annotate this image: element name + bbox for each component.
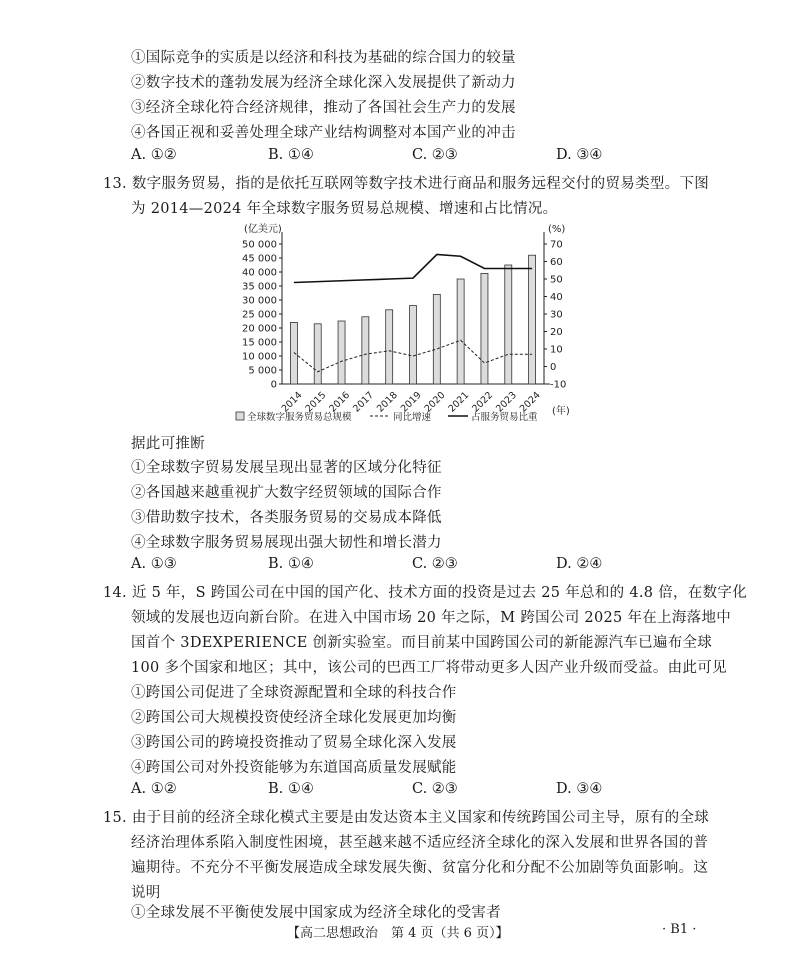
x-tick-label: 2018 (374, 389, 400, 415)
right-tick-label: 0 (550, 362, 557, 373)
q12-option-a[interactable]: A. ①② (131, 147, 177, 163)
bar-2015 (314, 324, 321, 384)
legend-bar-label: 全球数字服务贸易总规模 (247, 412, 352, 423)
x-tick-label: 2017 (351, 389, 377, 415)
q13-item-4: ④全球数字服务贸易展现出强大韧性和增长潜力 (131, 535, 442, 551)
q13-chart (222, 218, 592, 430)
left-tick-label: 5 000 (248, 365, 277, 377)
left-tick-label: 10 000 (242, 351, 277, 363)
q13-lead: 据此可推断 (131, 436, 205, 452)
left-tick-label: 15 000 (242, 337, 277, 349)
left-tick-label: 45 000 (242, 253, 277, 265)
right-tick-label: 30 (550, 309, 563, 321)
q14-option-b[interactable]: B. ①④ (268, 781, 314, 797)
q13-item-3: ③借助数字技术，各类服务贸易的交易成本降低 (131, 510, 442, 526)
q13-stem-line-2: 为 2014—2024 年全球数字服务贸易总规模、增速和占比情况。 (131, 201, 558, 217)
q13-option-a[interactable]: A. ①③ (131, 556, 177, 572)
left-tick-label: 25 000 (242, 309, 277, 321)
right-tick-label: 40 (550, 292, 563, 303)
bar-2024 (529, 255, 536, 384)
q12-item-4: ④各国正视和妥善处理全球产业结构调整对本国产业的冲击 (131, 125, 516, 141)
q12-option-c[interactable]: C. ②③ (412, 147, 458, 163)
q12-item-2: ②数字技术的蓬勃发展为经济全球化深入发展提供了新动力 (131, 75, 516, 91)
bar-2022 (481, 273, 488, 384)
left-tick-label: 40 000 (242, 267, 277, 279)
q15-stem-line-4: 说明 (131, 885, 161, 901)
x-axis-unit: (年) (552, 406, 570, 417)
x-tick-label: 2023 (494, 389, 519, 415)
x-tick-label: 2016 (327, 389, 353, 415)
x-tick-label: 2014 (279, 389, 305, 415)
right-tick-label: 70 (550, 239, 563, 251)
q14-stem-line-1: 14. 近 5 年，S 跨国公司在中国的国产化、技术方面的投资是过去 25 年总和的 4.8 倍，在数字化 (103, 585, 747, 601)
left-tick-label: 50 000 (242, 239, 277, 251)
q14-item-3: ③跨国公司的跨境投资推动了贸易全球化深入发展 (131, 735, 457, 751)
q14-option-d[interactable]: D. ③④ (556, 781, 603, 797)
bar-2019 (410, 306, 417, 384)
bar-2014 (290, 322, 297, 384)
q14-stem-line-2: 领域的发展也迈向新台阶。在进入中国市场 20 年之际，M 跨国公司 2025 年在上海落地中 (131, 610, 732, 626)
q14-stem-line-3: 国首个 3DEXPERIENCE 创新实验室。而目前某中国跨国公司的新能源汽车已遍布全球 (131, 635, 713, 651)
legend-growth-label: 同比增速 (393, 412, 432, 423)
right-tick-label: 50 (550, 274, 563, 286)
q15-stem-line-2: 经济治理体系陷入制度性困境，甚至越来越不适应经济全球化的深入发展和世界各国的普 (131, 835, 709, 851)
q12-option-b[interactable]: B. ①④ (268, 147, 314, 163)
q15-stem-line-3: 遍期待。不充分不平衡发展造成全球发展失衡、贫富分化和分配不公加剧等负面影响。这 (131, 860, 709, 876)
right-axis-unit: (%) (548, 224, 566, 235)
q15-stem-line-1: 15. 由于目前的经济全球化模式主要是由发达资本主义国家和传统跨国公司主导，原有的全球 (103, 810, 710, 826)
q12-option-d[interactable]: D. ③④ (556, 147, 603, 163)
q14-item-4: ④跨国公司对外投资能够为东道国高质量发展赋能 (131, 760, 457, 776)
bar-2016 (338, 321, 345, 384)
q14-stem-line-4: 100 多个国家和地区；其中，该公司的巴西工厂将带动更多人因产业升级而受益。由此可见 (131, 660, 727, 676)
right-tick-label: 60 (550, 257, 563, 268)
bar-2020 (433, 294, 440, 384)
left-axis-unit: (亿美元) (244, 224, 282, 235)
left-tick-label: 30 000 (242, 295, 277, 307)
bar-2021 (457, 279, 464, 384)
share-line (294, 255, 532, 283)
q14-option-a[interactable]: A. ①② (131, 781, 177, 797)
page-code: · B1 · (662, 922, 697, 937)
q14-option-c[interactable]: C. ②③ (412, 781, 458, 797)
left-tick-label: 20 000 (242, 323, 277, 335)
x-tick-label: 2022 (470, 389, 496, 415)
x-tick-label: 2019 (398, 389, 424, 415)
page-footer: 【高二思想政治 第 4 页（共 6 页）】 (287, 926, 509, 941)
q13-item-2: ②各国越来越重视扩大数字经贸领域的国际合作 (131, 485, 442, 501)
left-tick-label: 0 (270, 379, 277, 391)
bar-2017 (362, 317, 369, 384)
q12-item-3: ③经济全球化符合经济规律，推动了各国社会生产力的发展 (131, 100, 516, 116)
right-tick-label: 20 (550, 327, 563, 338)
x-tick-label: 2021 (446, 389, 472, 415)
bar-2023 (505, 265, 512, 384)
left-tick-label: 35 000 (242, 281, 277, 293)
right-tick-label: -10 (550, 379, 567, 391)
q13-option-d[interactable]: D. ②④ (556, 556, 603, 572)
q13-item-1: ①全球数字贸易发展呈现出显著的区域分化特征 (131, 460, 442, 476)
bar-2018 (386, 310, 393, 384)
q13-option-b[interactable]: B. ①④ (268, 556, 314, 572)
legend-share-label: 占服务贸易比重 (471, 412, 538, 423)
q12-item-1: ①国际竞争的实质是以经济和科技为基础的综合国力的较量 (131, 50, 516, 66)
q13-option-c[interactable]: C. ②③ (412, 556, 458, 572)
x-tick-label: 2015 (303, 389, 329, 415)
right-tick-label: 10 (550, 344, 563, 356)
legend-bar-swatch (236, 412, 244, 420)
x-tick-label: 2024 (517, 389, 543, 415)
x-tick-label: 2020 (422, 389, 448, 415)
q13-stem-line-1: 13. 数字服务贸易，指的是依托互联网等数字技术进行商品和服务远程交付的贸易类型。下图 (103, 176, 710, 192)
q15-item-1: ①全球发展不平衡使发展中国家成为经济全球化的受害者 (131, 905, 501, 921)
q14-item-1: ①跨国公司促进了全球资源配置和全球的科技合作 (131, 685, 457, 701)
q14-item-2: ②跨国公司大规模投资使经济全球化发展更加均衡 (131, 710, 457, 726)
